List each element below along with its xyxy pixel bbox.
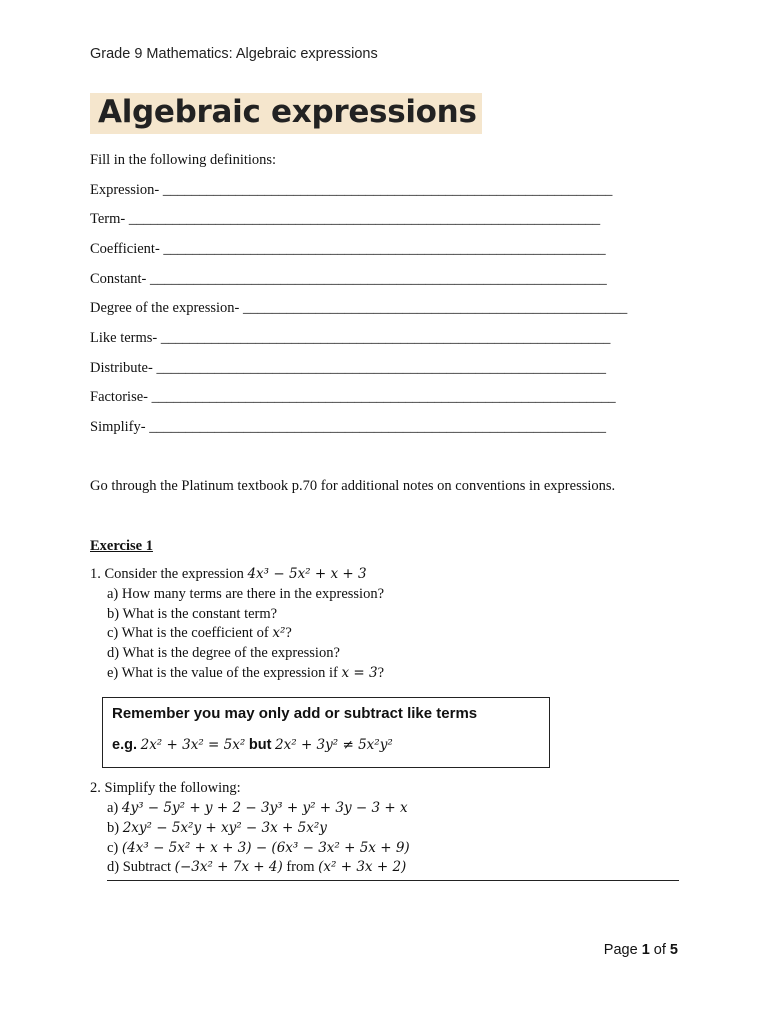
definition-blank[interactable]: ______________________________________________________________ xyxy=(160,330,611,346)
part-suffix: ? xyxy=(285,625,292,641)
footer-of-word: of xyxy=(653,942,666,958)
question-part xyxy=(107,645,340,662)
definition-label: Like terms- xyxy=(90,330,158,346)
note-expression-incorrect: 2x² + 3y² ≠ 5x²y² xyxy=(275,737,393,753)
definition-blank[interactable]: _______________________________________________________________ xyxy=(149,419,606,435)
part-math: 2xy² − 5x²y + xy² − 3x + 5x²y xyxy=(122,820,327,836)
like-terms-note xyxy=(102,697,550,768)
page-footer xyxy=(604,942,678,958)
definition-row xyxy=(90,360,606,377)
definition-label: Coefficient- xyxy=(90,241,160,257)
definitions-intro: Fill in the following definitions: xyxy=(90,152,277,168)
question-part xyxy=(107,665,384,682)
question-part xyxy=(107,606,277,623)
definition-label: Constant- xyxy=(90,271,147,287)
definition-label: Term- xyxy=(90,211,126,227)
part-letter: d) xyxy=(107,859,120,875)
definition-row xyxy=(90,271,607,288)
definition-blank[interactable]: ______________________________________________________________ xyxy=(162,182,613,198)
part-text: How many terms are there in the expression? xyxy=(121,586,385,602)
definition-row xyxy=(90,419,606,436)
definition-label: Simplify- xyxy=(90,419,146,435)
question-number: 2. xyxy=(90,780,101,796)
part-suffix: ? xyxy=(377,665,385,681)
question-part xyxy=(107,820,327,837)
part-math: 4y³ − 5y² + y + 2 − 3y³ + y² + 3y − 3 + x xyxy=(121,800,408,816)
part-letter: c) xyxy=(107,625,119,641)
part-math: x² xyxy=(272,625,286,641)
note-heading: Remember you may only add or subtract like terms xyxy=(112,705,478,722)
question-part xyxy=(107,586,384,603)
part-text-mid: from xyxy=(286,859,315,875)
part-text: What is the degree of the expression? xyxy=(122,645,340,661)
exercise-title: Exercise 1 xyxy=(90,538,153,554)
part-letter: a) xyxy=(107,800,119,816)
definition-row xyxy=(90,182,612,199)
question-part xyxy=(107,800,408,817)
part-letter: b) xyxy=(107,820,120,836)
definition-label: Distribute- xyxy=(90,360,153,376)
question-stem: Simplify the following: xyxy=(104,780,241,796)
question-1 xyxy=(90,566,367,583)
part-text: Subtract xyxy=(122,859,172,875)
definition-row xyxy=(90,211,600,228)
question-part xyxy=(107,840,410,857)
definition-label: Expression- xyxy=(90,182,160,198)
question-part xyxy=(107,859,406,876)
part-letter: e) xyxy=(107,665,119,681)
definition-label: Degree of the expression- xyxy=(90,300,240,316)
definition-blank[interactable]: _________________________________________________________________ xyxy=(128,211,601,227)
part-text: What is the constant term? xyxy=(122,606,278,622)
part-math: (4x³ − 5x² + x + 3) − (6x³ − 3x² + 5x + 9) xyxy=(121,840,410,856)
total-pages-number: 5 xyxy=(669,942,678,958)
definition-blank[interactable]: _____________________________________________________________ xyxy=(163,241,606,257)
part-math: (−3x² + 7x + 4) xyxy=(174,859,283,875)
part-letter: b) xyxy=(107,606,120,622)
part-letter: a) xyxy=(107,586,119,602)
question-expression: 4x³ − 5x² + x + 3 xyxy=(247,566,367,582)
definition-blank[interactable]: ______________________________________________________________ xyxy=(156,360,606,376)
part-text: What is the coefficient of xyxy=(121,625,269,641)
question-number: 1. xyxy=(90,566,101,582)
current-page-number: 1 xyxy=(641,942,650,958)
title-banner xyxy=(90,93,482,134)
definition-row xyxy=(90,389,616,406)
part-letter: c) xyxy=(107,840,119,856)
part-text: What is the value of the expression if xyxy=(121,665,338,681)
part-math-2: (x² + 3x + 2) xyxy=(318,859,407,875)
footer-page-word: Page xyxy=(603,942,638,958)
definition-row xyxy=(90,300,627,317)
question-2 xyxy=(90,780,241,797)
question-part xyxy=(107,625,292,642)
note-but-label: but xyxy=(248,737,272,753)
page-title: Algebraic expressions xyxy=(98,94,477,130)
part-math: x = 3 xyxy=(341,665,378,681)
section-divider xyxy=(107,880,679,881)
page-header: Grade 9 Mathematics: Algebraic expressions xyxy=(90,46,378,62)
definition-row xyxy=(90,241,606,258)
definition-row xyxy=(90,330,610,347)
note-example xyxy=(112,737,393,754)
textbook-note: Go through the Platinum textbook p.70 for additional notes on conventions in expressions. xyxy=(90,478,616,494)
part-letter: d) xyxy=(107,645,120,661)
definition-label: Factorise- xyxy=(90,389,148,405)
question-stem: Consider the expression xyxy=(104,566,244,582)
note-eg-label: e.g. xyxy=(112,737,137,753)
definition-blank[interactable]: ________________________________________________________________ xyxy=(151,389,616,405)
definition-blank[interactable]: _______________________________________________________________ xyxy=(150,271,607,287)
note-expression-correct: 2x² + 3x² = 5x² xyxy=(140,737,246,753)
definition-blank[interactable]: _____________________________________________________ xyxy=(243,300,628,316)
